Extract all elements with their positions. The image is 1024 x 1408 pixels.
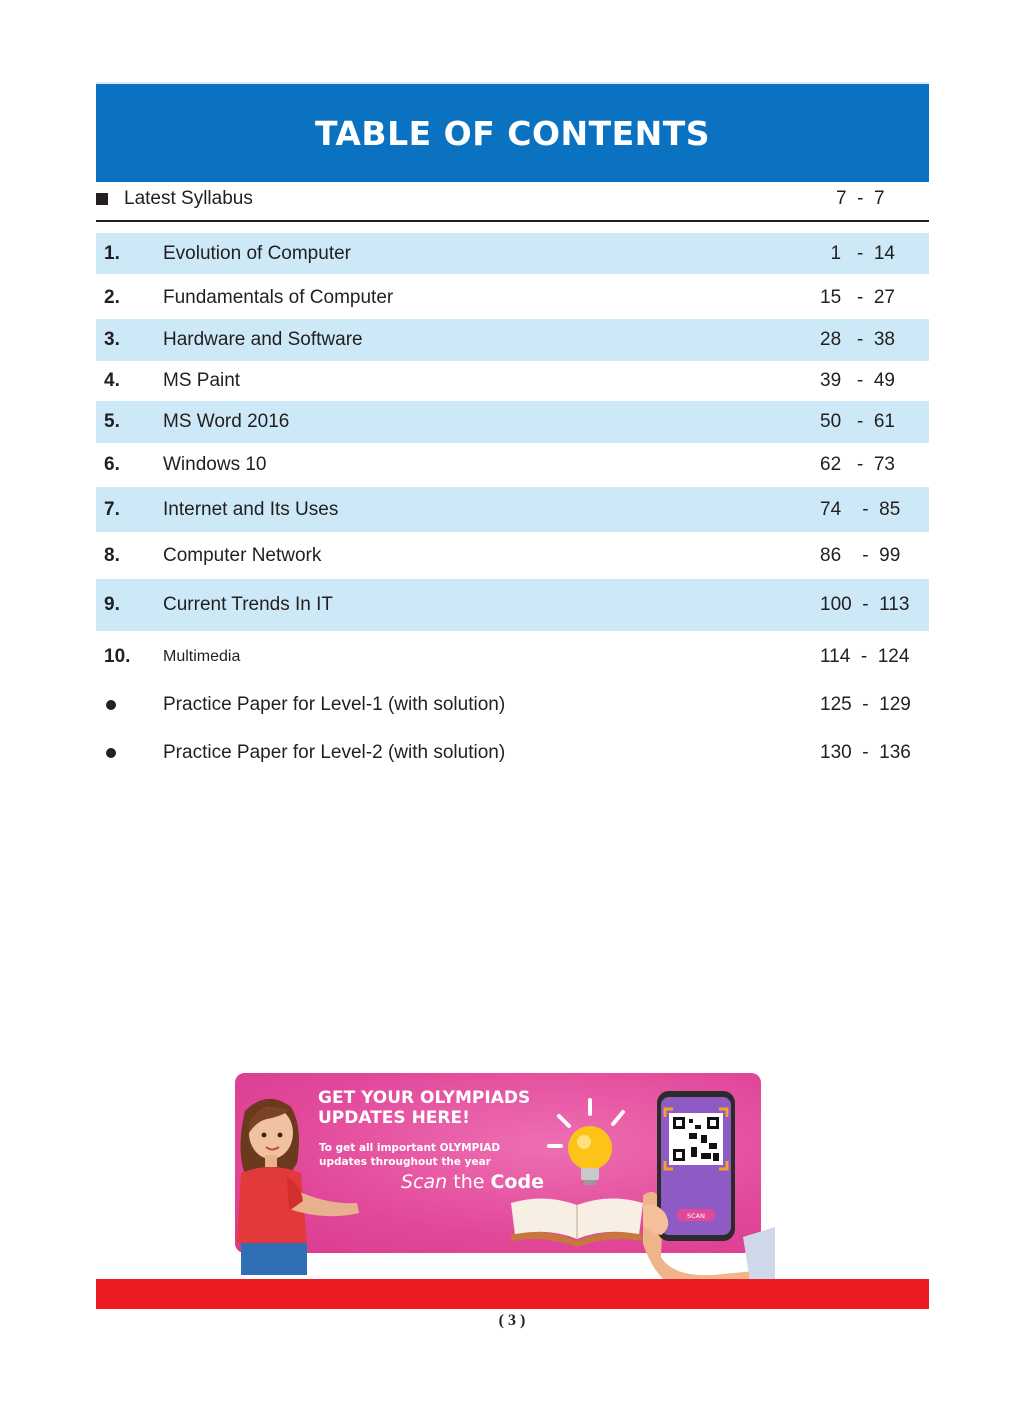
chapter-number: 10. (104, 646, 131, 667)
toc-row (96, 579, 929, 631)
chapter-number: 3. (104, 329, 120, 350)
cta-word: the (447, 1171, 491, 1193)
practice-title: Practice Paper for Level-1 (with solution) (163, 694, 506, 715)
chapter-title: Internet and Its Uses (163, 498, 339, 520)
scan-button-label: SCAN (687, 1212, 705, 1220)
practice-title: Practice Paper for Level-2 (with solution) (163, 742, 506, 763)
toc-row (96, 361, 929, 401)
round-bullet-icon (106, 748, 116, 758)
practice-pages: 130 - 136 (820, 742, 911, 763)
chapter-title: Computer Network (163, 544, 322, 566)
toc-row (96, 635, 929, 679)
page-number: ( 3 ) (498, 1312, 526, 1329)
chapter-number: 1. (104, 242, 120, 264)
chapter-title: Windows 10 (163, 454, 267, 475)
title-banner (96, 82, 929, 182)
chapter-title: MS Paint (163, 370, 241, 391)
syllabus-pages: 7 - 7 (836, 188, 885, 209)
chapter-title: Fundamentals of Computer (163, 286, 394, 308)
chapter-title: Multimedia (163, 648, 241, 665)
promo-headline (318, 1088, 578, 1128)
toc-row (96, 276, 929, 319)
square-bullet-icon (96, 193, 108, 205)
chapter-number: 5. (104, 411, 120, 432)
toc-row (96, 532, 929, 579)
practice-row (96, 732, 929, 774)
promo-subtext (319, 1141, 519, 1169)
toc-row (96, 401, 929, 443)
cta-word: Scan (401, 1171, 448, 1193)
open-book-icon (507, 1191, 647, 1247)
chapter-title: MS Word 2016 (163, 411, 290, 432)
chapter-number: 8. (104, 544, 120, 566)
chapter-pages: 28 - 38 (820, 329, 895, 350)
toc-row (96, 233, 929, 274)
promo-subtext-line: updates throughout the year (319, 1156, 491, 1168)
syllabus-label: Latest Syllabus (124, 188, 253, 209)
chapter-title: Evolution of Computer (163, 242, 351, 264)
page-title: TABLE OF CONTENTS (314, 113, 711, 153)
footer-red-bar (96, 1279, 929, 1309)
syllabus-row (96, 180, 929, 222)
chapter-number: 2. (104, 286, 120, 308)
round-bullet-icon (106, 700, 116, 710)
chapter-pages: 39 - 49 (820, 370, 895, 391)
chapter-pages: 86 - 99 (820, 544, 901, 566)
toc-row (96, 319, 929, 361)
chapter-pages: 114 - 124 (820, 646, 910, 667)
chapter-number: 4. (104, 370, 120, 391)
chapter-pages: 100 - 113 (820, 594, 910, 615)
chapter-title: Current Trends In IT (163, 594, 334, 615)
chapter-number: 7. (104, 498, 120, 520)
chapter-pages: 62 - 73 (820, 454, 895, 475)
promo-headline-line: UPDATES HERE! (318, 1108, 470, 1128)
cta-word: Code (490, 1171, 544, 1193)
chapter-pages: 50 - 61 (820, 411, 895, 432)
chapter-title: Hardware and Software (163, 329, 363, 350)
chapter-pages: 1 - 14 (820, 242, 895, 264)
chapter-number: 6. (104, 454, 120, 475)
chapter-pages: 74 - 85 (820, 498, 901, 520)
chapter-pages: 15 - 27 (820, 286, 895, 308)
scan-the-code-text (401, 1171, 544, 1193)
promo-subtext-line: To get all important OLYMPIAD (319, 1142, 501, 1154)
chapter-number: 9. (104, 594, 120, 615)
practice-row (96, 684, 929, 726)
practice-pages: 125 - 129 (820, 694, 911, 715)
promo-headline-line: GET YOUR OLYMPIADS (318, 1088, 531, 1108)
lightbulb-icon (545, 1098, 635, 1198)
toc-row (96, 487, 929, 532)
toc-row (96, 443, 929, 487)
olympiad-promo-banner[interactable] (235, 1073, 761, 1253)
phone-qr-code-illustration (643, 1087, 775, 1287)
